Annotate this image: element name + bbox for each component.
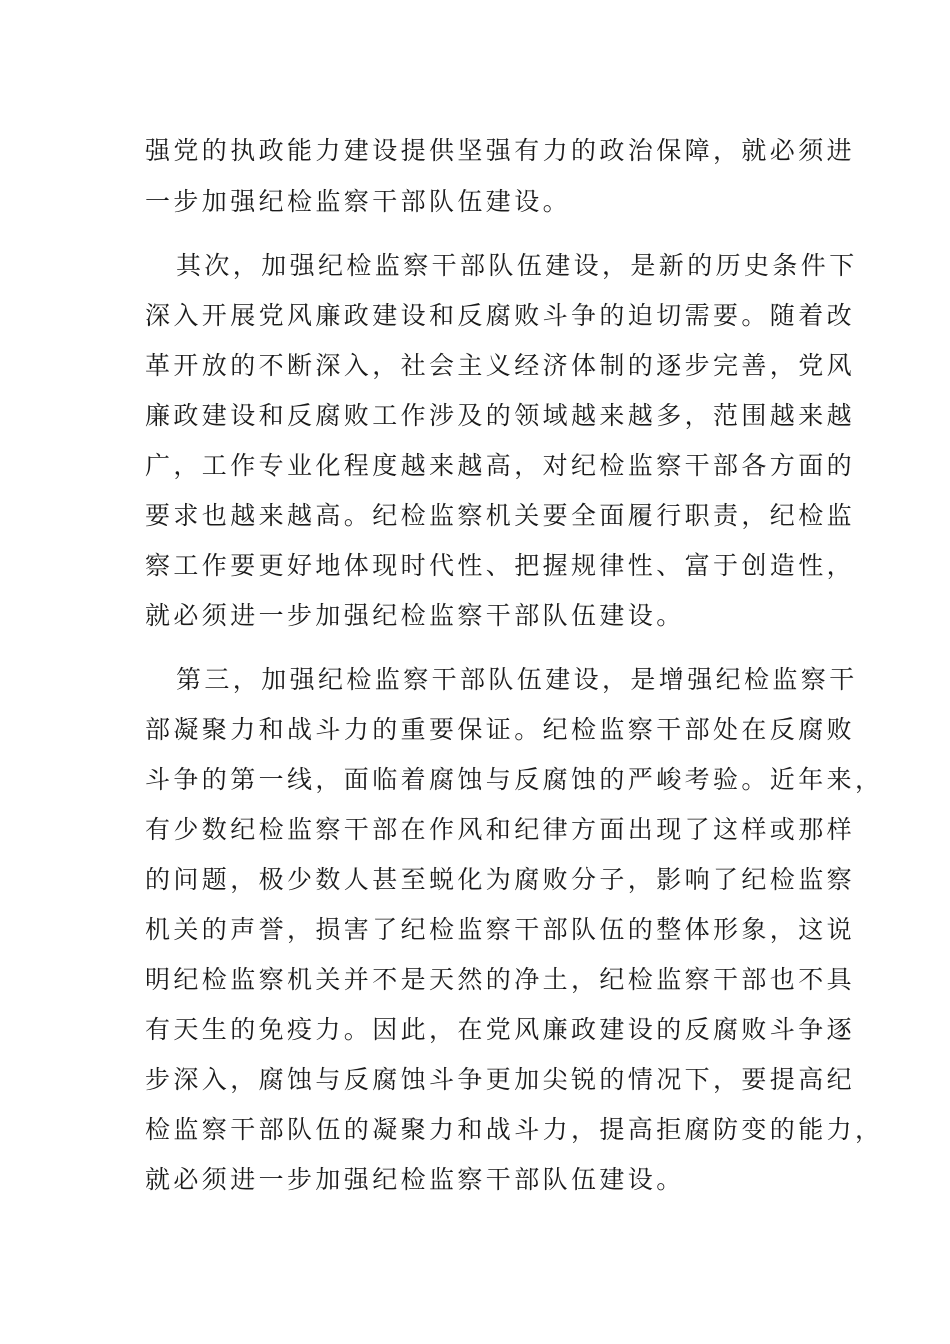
text-line: 廉政建设和反腐败工作涉及的领域越来越多，范围越来越 bbox=[145, 401, 856, 430]
text-line: 深入开展党风廉政建设和反腐败斗争的迫切需要。随着改 bbox=[145, 301, 856, 330]
text-line: 机关的声誉，损害了纪检监察干部队伍的整体形象，这说 bbox=[145, 915, 856, 944]
text-line: 其次，加强纪检监察干部队伍建设，是新的历史条件下 bbox=[176, 251, 858, 280]
text-line: 第三，加强纪检监察干部队伍建设，是增强纪检监察干 bbox=[176, 665, 858, 694]
text-line: 斗争的第一线，面临着腐蚀与反腐蚀的严峻考验。近年来， bbox=[145, 765, 884, 794]
text-line: 强党的执政能力建设提供坚强有力的政治保障，就必须进 bbox=[145, 136, 856, 165]
text-line: 步深入，腐蚀与反腐蚀斗争更加尖锐的情况下，要提高纪 bbox=[145, 1065, 856, 1094]
text-line: 部凝聚力和战斗力的重要保证。纪检监察干部处在反腐败 bbox=[145, 715, 856, 744]
text-line: 明纪检监察机关并不是天然的净土，纪检监察干部也不具 bbox=[145, 965, 856, 994]
text-line: 就必须进一步加强纪检监察干部队伍建设。 bbox=[145, 601, 685, 630]
text-line: 要求也越来越高。纪检监察机关要全面履行职责，纪检监 bbox=[145, 501, 856, 530]
text-line: 检监察干部队伍的凝聚力和战斗力，提高拒腐防变的能力， bbox=[145, 1115, 884, 1144]
text-line: 就必须进一步加强纪检监察干部队伍建设。 bbox=[145, 1165, 685, 1194]
text-line: 一步加强纪检监察干部队伍建设。 bbox=[145, 187, 572, 216]
text-line: 广，工作专业化程度越来越高，对纪检监察干部各方面的 bbox=[145, 451, 856, 480]
text-line: 有天生的免疫力。因此，在党风廉政建设的反腐败斗争逐 bbox=[145, 1015, 856, 1044]
text-line: 察工作要更好地体现时代性、把握规律性、富于创造性， bbox=[145, 551, 856, 580]
text-line: 有少数纪检监察干部在作风和纪律方面出现了这样或那样 bbox=[145, 815, 856, 844]
text-line: 革开放的不断深入，社会主义经济体制的逐步完善，党风 bbox=[145, 351, 856, 380]
text-line: 的问题，极少数人甚至蜕化为腐败分子，影响了纪检监察 bbox=[145, 865, 856, 894]
